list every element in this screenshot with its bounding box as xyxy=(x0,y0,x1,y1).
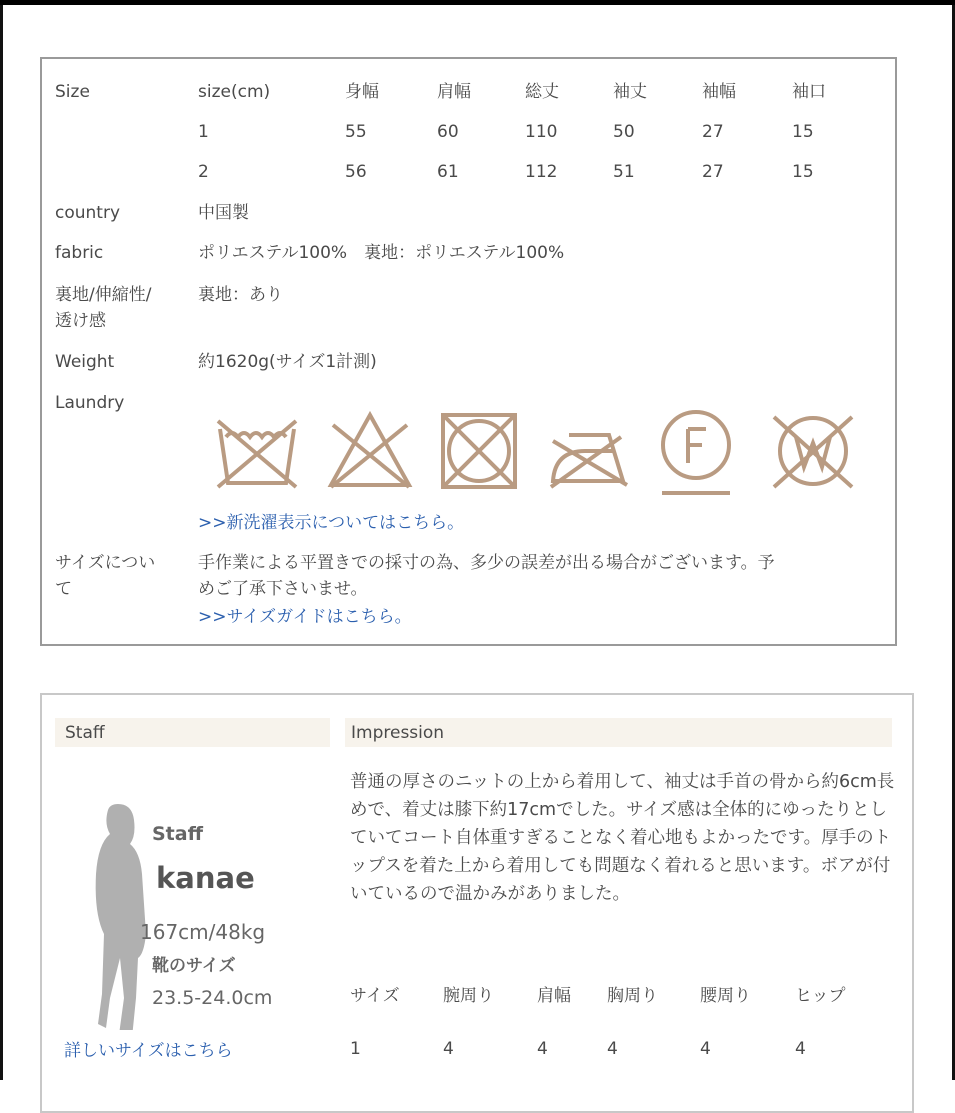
weight-value: 約1620g(サイズ1計測) xyxy=(198,352,377,372)
fit-value-cell: 4 xyxy=(700,1039,711,1059)
table-cell: 50 xyxy=(613,122,635,142)
spec-table xyxy=(40,57,897,646)
table-header-cell: size(cm) xyxy=(198,82,271,102)
table-cell: 110 xyxy=(525,122,558,142)
table-cell: 2 xyxy=(198,162,209,182)
size-note: 手作業による平置きでの採寸の為、多少の誤差が出る場合がございます。予 xyxy=(198,553,775,573)
table-header-cell: 肩幅 xyxy=(437,82,471,102)
laundry-label: Laundry xyxy=(55,393,125,413)
table-cell: 27 xyxy=(702,122,724,142)
fit-header-cell: サイズ xyxy=(350,986,400,1006)
impression-text: 普通の厚さのニットの上から着用して、袖丈は手首の骨から約6cm長めで、着丈は膝下約17cmでした。サイズ感は全体的にゆったりとしていてコート自体重すぎることなく着心地もよかったです。厚手のトップスを着た上から着用しても問題なく着れると思います。ボアが付いているので温かみがありました。 xyxy=(350,772,895,904)
fit-header-cell: 胸周り xyxy=(607,986,658,1006)
table-cell: 55 xyxy=(345,122,367,142)
table-header-cell: 袖幅 xyxy=(702,82,736,102)
fit-value-cell: 1 xyxy=(350,1039,361,1059)
staff-name: kanae xyxy=(156,861,255,895)
no-tumble-dry-icon xyxy=(439,411,519,491)
fabric-value: ポリエステル100% 裏地：ポリエステル100% xyxy=(198,243,565,263)
impression-header xyxy=(345,718,892,747)
no-bleach-icon xyxy=(325,411,415,491)
lining-value: 裏地：あり xyxy=(198,285,283,305)
table-cell: 1 xyxy=(198,122,209,142)
size-note-label-2: て xyxy=(55,579,72,599)
left-edge xyxy=(0,5,3,1080)
fit-value-cell: 4 xyxy=(443,1039,454,1059)
fit-header-cell: ヒップ xyxy=(795,986,846,1006)
impression-header-label: Impression xyxy=(351,723,445,743)
staff-body-size: 167cm/48kg xyxy=(140,920,266,944)
weight-label: Weight xyxy=(55,352,115,372)
table-cell: 27 xyxy=(702,162,724,182)
staff-header xyxy=(55,718,330,747)
table-cell: 112 xyxy=(525,162,558,182)
staff-review xyxy=(40,693,914,1113)
table-cell: 15 xyxy=(792,122,814,142)
staff-silhouette xyxy=(90,800,150,1030)
no-wet-clean-icon xyxy=(768,411,858,495)
size-note-2: めご了承下さいませ。 xyxy=(198,579,368,599)
fit-header-cell: 肩幅 xyxy=(537,986,571,1006)
fit-header-cell: 腰周り xyxy=(700,986,751,1006)
table-cell: 60 xyxy=(437,122,459,142)
size-note-label: サイズについ xyxy=(55,553,156,573)
table-header-cell: 身幅 xyxy=(345,82,379,102)
table-header-cell: Size xyxy=(55,82,90,102)
country-label: country xyxy=(55,203,121,223)
country-value: 中国製 xyxy=(198,203,249,223)
fit-value-cell: 4 xyxy=(607,1039,618,1059)
fit-value-cell: 4 xyxy=(537,1039,548,1059)
no-iron-icon xyxy=(545,411,635,491)
table-cell: 56 xyxy=(345,162,367,182)
table-header-cell: 袖丈 xyxy=(613,82,647,102)
laundry-info-link[interactable]: >>新洗濯表示についてはこちら。 xyxy=(198,513,465,533)
table-cell: 61 xyxy=(437,162,459,182)
fit-header-cell: 腕周り xyxy=(443,986,494,1006)
fabric-label: fabric xyxy=(55,243,104,263)
staff-label: Staff xyxy=(152,823,203,845)
table-cell: 51 xyxy=(613,162,635,182)
staff-header-label: Staff xyxy=(65,723,105,743)
size-guide-link[interactable]: >>サイズガイドはこちら。 xyxy=(198,607,412,627)
lining-label-2: 透け感 xyxy=(55,311,106,331)
shoe-size: 23.5-24.0cm xyxy=(152,987,273,1009)
table-cell: 15 xyxy=(792,162,814,182)
table-header-cell: 総丈 xyxy=(525,82,559,102)
no-wash-icon xyxy=(212,411,302,491)
dry-clean-f-icon xyxy=(654,407,738,497)
shoe-size-label: 靴のサイズ xyxy=(152,956,236,976)
table-header-cell: 袖口 xyxy=(792,82,826,102)
detail-size-link[interactable]: 詳しいサイズはこちら xyxy=(64,1041,233,1061)
lining-label: 裏地/伸縮性/ xyxy=(55,285,152,305)
fit-value-cell: 4 xyxy=(795,1039,806,1059)
